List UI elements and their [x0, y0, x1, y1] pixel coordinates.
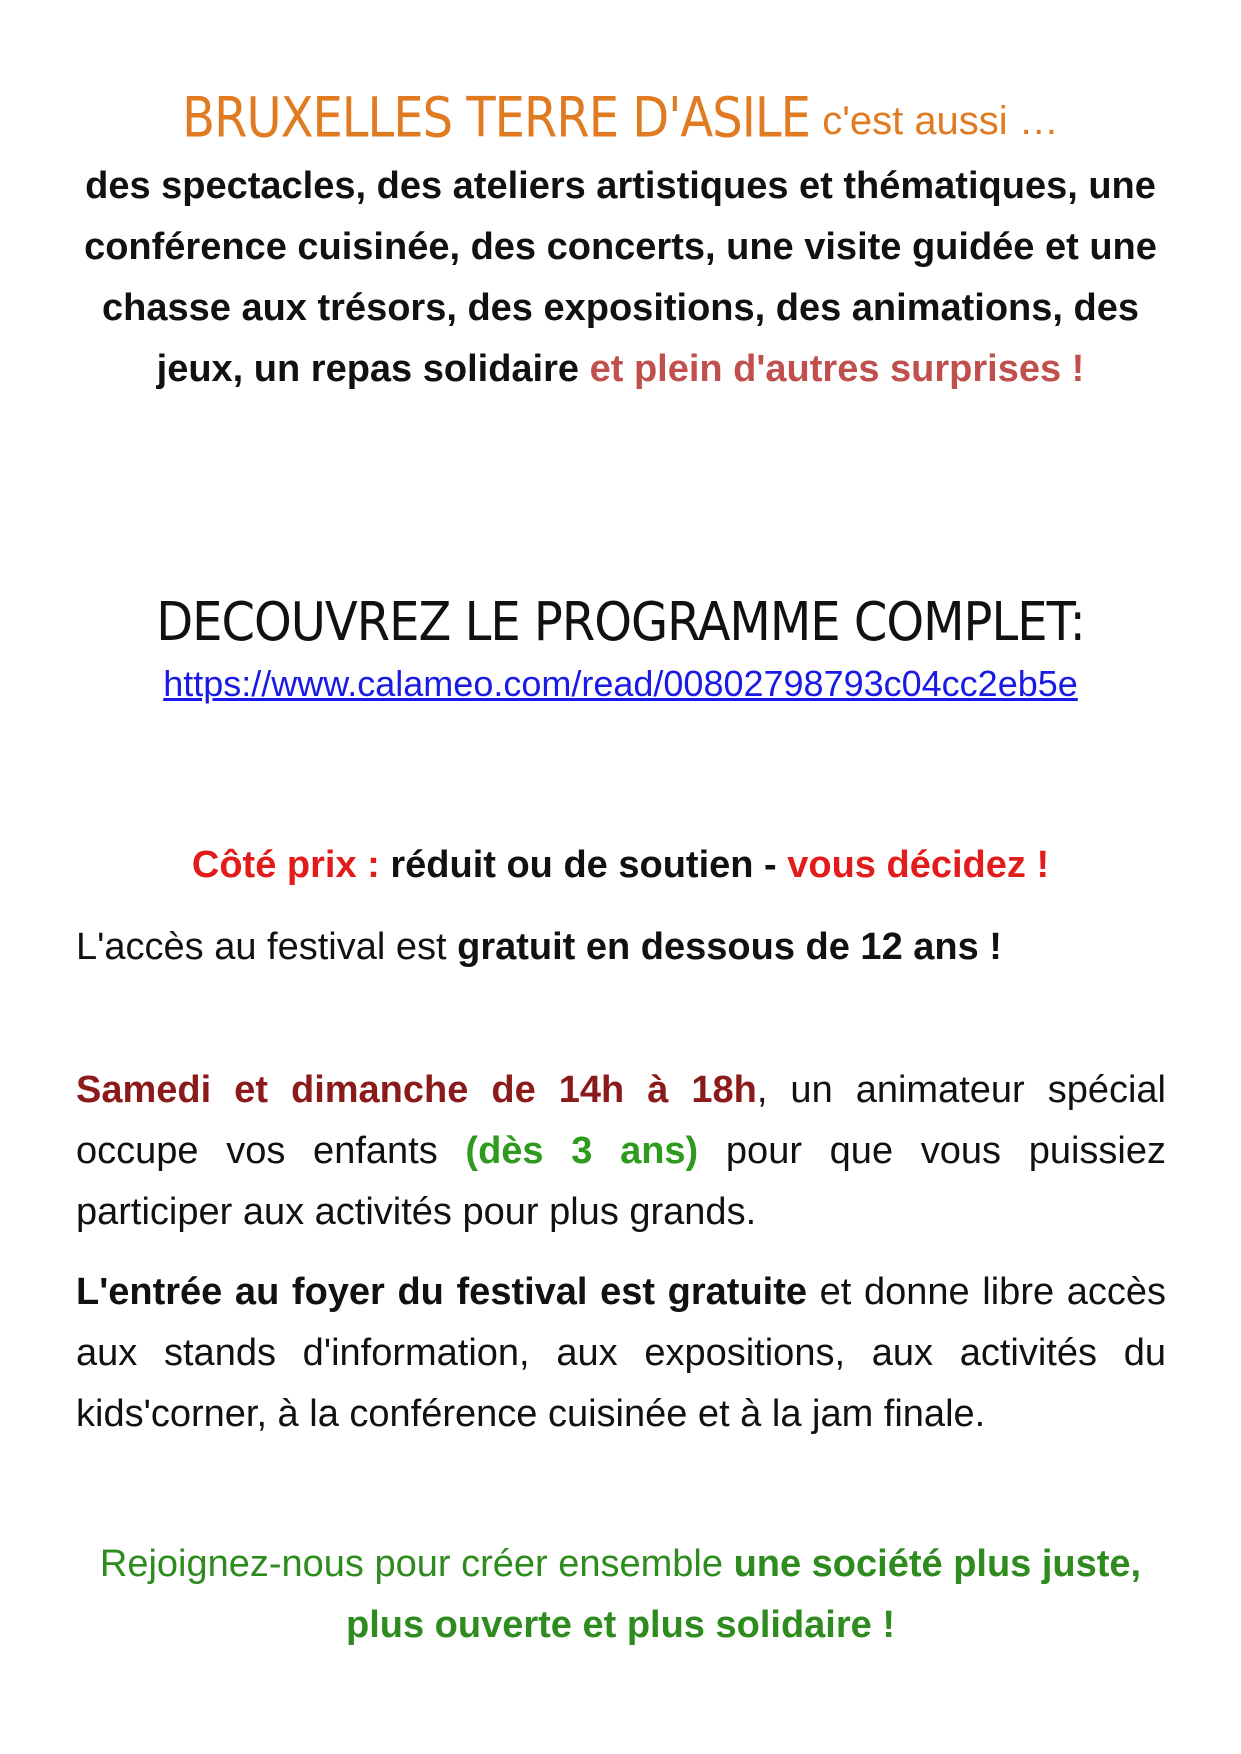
kids-text-a: , un animateur spécial occupe vos enfants	[76, 1069, 1166, 1172]
foyer-paragraph	[76, 1262, 1166, 1445]
intro-highlight: et plein d'autres surprises !	[589, 348, 1085, 390]
program-link[interactable]: https://www.calameo.com/read/00802798793c04cc2eb5e	[163, 663, 1078, 704]
header-title	[0, 85, 1241, 151]
kids-text-b: pour que vous puissiez participer aux activités pour plus grands.	[76, 1130, 1167, 1233]
kids-paragraph	[76, 1060, 1166, 1243]
program-heading: DECOUVREZ LE PROGRAMME COMPLET:	[156, 590, 1085, 654]
access-line	[76, 920, 1176, 974]
kids-schedule: Samedi et dimanche de 14h à 18h	[76, 1069, 757, 1111]
price-decide: vous décidez !	[787, 844, 1050, 886]
access-bold: gratuit en dessous de 12 ans !	[457, 926, 1002, 968]
title-handwritten: BRUXELLES TERRE D'ASILE	[182, 85, 810, 151]
price-label: Côté prix :	[191, 844, 380, 886]
access-prefix: L'accès au festival est	[76, 926, 447, 968]
price-middle: réduit ou de soutien -	[390, 844, 777, 886]
closing-bold: une société plus juste, plus ouverte et plus solidaire !	[345, 1543, 1142, 1646]
kids-age: (dès 3 ans)	[465, 1130, 699, 1172]
foyer-text: et donne libre accès aux stands d'information, aux expositions, aux activités du kids'corner, à la conférence cuisinée et à la jam finale.	[76, 1271, 1167, 1435]
closing-message	[60, 1534, 1181, 1656]
intro-paragraph	[60, 156, 1181, 400]
pricing-line	[0, 838, 1241, 892]
title-rest: c'est aussi …	[822, 99, 1059, 143]
closing-text: Rejoignez-nous pour créer ensemble	[99, 1543, 723, 1585]
program-link-wrapper	[0, 662, 1241, 706]
foyer-bold: L'entrée au foyer du festival est gratuite	[76, 1271, 808, 1313]
intro-text: des spectacles, des ateliers artistiques et thématiques, une conférence cuisinée, des concerts, une visite guidée et une chasse aux trésors, des expositions, des animations, des jeux, un repas solidaire	[84, 165, 1157, 390]
